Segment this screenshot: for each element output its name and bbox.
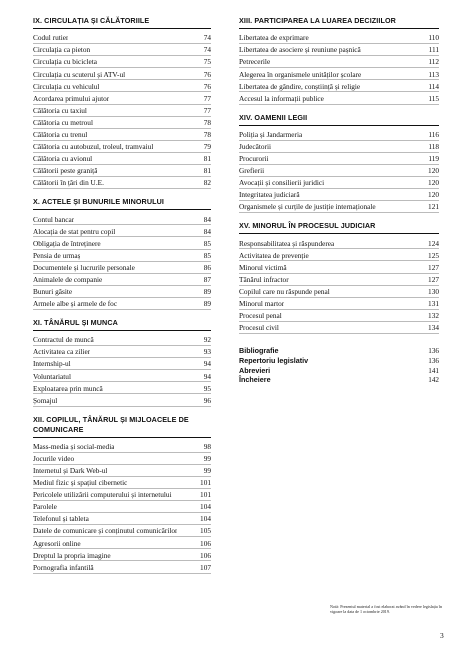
toc-entry[interactable] <box>239 286 439 298</box>
toc-section <box>33 16 211 189</box>
toc-entry-page: 85 <box>203 238 211 248</box>
toc-entry-page: 131 <box>428 298 439 308</box>
toc-entry[interactable] <box>239 153 439 165</box>
toc-entry-title: Pornografia infantilă <box>33 562 94 572</box>
toc-entry[interactable] <box>239 261 439 273</box>
toc-entry[interactable] <box>33 489 211 501</box>
toc-entry-page: 84 <box>203 214 211 224</box>
toc-entry-page: 74 <box>203 45 211 55</box>
toc-entry[interactable] <box>33 105 211 117</box>
toc-entry-page: 94 <box>203 371 211 381</box>
section-title: XIII. PARTICIPAREA LA LUAREA DECIZIILOR <box>239 16 439 29</box>
toc-entry[interactable] <box>239 249 439 261</box>
toc-entry-page: 132 <box>428 311 439 321</box>
toc-entry-page: 74 <box>203 33 211 43</box>
toc-entry-page: 119 <box>428 154 439 164</box>
toc-entry-title: Activitatea ca zilier <box>33 347 91 357</box>
section-title: XII. COPILUL, TÂNĂRUL ȘI MIJLOACELE DE COMUNICARE <box>33 415 211 438</box>
toc-entry[interactable] <box>33 513 211 525</box>
toc-entry-title: Șomajul <box>33 395 58 405</box>
toc-entry-page: 115 <box>428 93 439 103</box>
toc-tail-entry[interactable] <box>239 356 439 366</box>
toc-entry-title: Responsabilitatea și răspunderea <box>239 238 335 248</box>
toc-section <box>239 16 439 105</box>
toc-entry-title: Armele albe și armele de foc <box>33 299 118 309</box>
toc-entry-page: 127 <box>428 274 439 284</box>
footnote: Notă: Prezentul material a fost elaborat având în vedere legislația în vigoare la data de 1 octombrie 2019. <box>330 604 442 614</box>
toc-entry[interactable] <box>33 56 211 68</box>
right-sections <box>239 16 439 334</box>
toc-entry-page: 87 <box>203 274 211 284</box>
toc-entry[interactable] <box>239 298 439 310</box>
toc-entry-page: 110 <box>428 33 439 43</box>
toc-entry-title: Parolele <box>33 502 57 512</box>
toc-entry[interactable] <box>239 201 439 213</box>
toc-right-column <box>239 16 439 385</box>
toc-entry-page: 106 <box>200 538 211 548</box>
toc-entry-title: Internetul și Dark Web-ul <box>33 466 108 476</box>
toc-entry-page: 98 <box>203 441 211 451</box>
toc-tail-page: 136 <box>428 346 439 355</box>
toc-entry-title: Exploatarea prin muncă <box>33 383 103 393</box>
toc-entry-page: 105 <box>200 526 211 536</box>
toc-tail-title: Repertoriu legislativ <box>239 355 309 365</box>
toc-entry[interactable] <box>33 358 211 370</box>
toc-entry-page: 76 <box>203 81 211 91</box>
toc-tail-entry[interactable] <box>239 346 439 356</box>
toc-entry-title: Libertatea de exprimare <box>239 33 309 43</box>
toc-entry[interactable] <box>239 189 439 201</box>
toc-entry[interactable] <box>33 441 211 453</box>
toc-entry-page: 114 <box>428 81 439 91</box>
toc-entry-title: Procurorii <box>239 154 269 164</box>
toc-entry[interactable] <box>33 262 211 274</box>
toc-entry-page: 96 <box>203 395 211 405</box>
toc-entry-title: Poliția și Jandarmeria <box>239 129 303 139</box>
toc-entry-page: 104 <box>200 514 211 524</box>
toc-entry-page: 86 <box>203 262 211 272</box>
toc-entry[interactable] <box>33 165 211 177</box>
toc-entry-page: 77 <box>203 93 211 103</box>
toc-tail-entry[interactable] <box>239 366 439 376</box>
toc-entry-title: Codul rutier <box>33 33 69 43</box>
toc-entry-page: 92 <box>203 335 211 345</box>
toc-entry-page: 81 <box>203 154 211 164</box>
toc-entry[interactable] <box>33 370 211 382</box>
toc-entry-page: 84 <box>203 226 211 236</box>
toc-entry-page: 127 <box>428 262 439 272</box>
toc-entry-page: 99 <box>203 466 211 476</box>
toc-entry[interactable] <box>33 286 211 298</box>
toc-entry[interactable] <box>239 92 439 104</box>
toc-entry-title: Documentele și lucrurile personale <box>33 262 135 272</box>
toc-entry[interactable] <box>33 549 211 561</box>
toc-entry-page: 113 <box>428 69 439 79</box>
toc-entry[interactable] <box>239 322 439 334</box>
toc-entry-title: Călătorii peste graniță <box>33 166 98 176</box>
toc-entry-page: 79 <box>203 142 211 152</box>
toc-entry[interactable] <box>33 561 211 573</box>
toc-tail-entry[interactable] <box>239 375 439 385</box>
toc-entry[interactable] <box>239 129 439 141</box>
toc-entry-title: Telefonul și tableta <box>33 514 89 524</box>
toc-entry[interactable] <box>33 225 211 237</box>
toc-entry[interactable] <box>239 32 439 44</box>
toc-tail-page: 136 <box>428 356 439 365</box>
toc-entry[interactable] <box>33 298 211 310</box>
toc-entry-title: Circulația cu scuterul și ATV-ul <box>33 69 126 79</box>
toc-entry-page: 124 <box>428 238 439 248</box>
toc-entry-title: Circulația cu bicicleta <box>33 57 98 67</box>
toc-entry-page: 101 <box>200 490 211 500</box>
toc-entry[interactable] <box>33 334 211 346</box>
toc-entry-title: Agresorii online <box>33 538 81 548</box>
toc-entry[interactable] <box>33 141 211 153</box>
toc-entry-title: Alocația de stat pentru copil <box>33 226 116 236</box>
toc-entry-title: Călătoria cu trenul <box>33 130 88 140</box>
toc-entry-page: 82 <box>203 178 211 188</box>
toc-entry[interactable] <box>33 465 211 477</box>
toc-tail-page: 141 <box>428 366 439 375</box>
toc-entry-title: Bunuri găsite <box>33 287 73 297</box>
toc-entry-page: 120 <box>428 178 439 188</box>
toc-entry[interactable] <box>33 346 211 358</box>
toc-entry-title: Petrecerile <box>239 57 271 67</box>
toc-entry-title: Mediul fizic și spațiul cibernetic <box>33 478 128 488</box>
toc-entry-page: 112 <box>428 57 439 67</box>
toc-entry-title: Copilul care nu răspunde penal <box>239 286 330 296</box>
toc-entry[interactable] <box>33 153 211 165</box>
toc-entry-page: 130 <box>428 286 439 296</box>
toc-entry[interactable] <box>33 80 211 92</box>
toc-entry-title: Circulația cu vehiculul <box>33 81 100 91</box>
toc-entry-title: Mass-media și social-media <box>33 441 115 451</box>
toc-entry-page: 107 <box>200 562 211 572</box>
toc-entry[interactable] <box>239 165 439 177</box>
toc-section <box>239 221 439 334</box>
toc-entry[interactable] <box>33 32 211 44</box>
toc-entry[interactable] <box>239 56 439 68</box>
toc-entry-title: Animalele de companie <box>33 274 103 284</box>
toc-entry-title: Jocurile video <box>33 453 75 463</box>
toc-entry-title: Libertatea de asociere și reuniune pașnică <box>239 45 361 55</box>
toc-entry-title: Libertatea de gândire, conștiință și religie <box>239 81 361 91</box>
toc-entry-page: 94 <box>203 359 211 369</box>
toc-entry[interactable] <box>33 68 211 80</box>
toc-entry[interactable] <box>33 274 211 286</box>
toc-entry[interactable] <box>239 310 439 322</box>
toc-entry-page: 120 <box>428 166 439 176</box>
toc-section <box>33 197 211 310</box>
toc-entry[interactable] <box>33 453 211 465</box>
toc-entry-title: Internship-ul <box>33 359 71 369</box>
toc-entry-title: Călătoria cu taxiul <box>33 105 87 115</box>
toc-entry-page: 78 <box>203 130 211 140</box>
toc-entry-page: 81 <box>203 166 211 176</box>
toc-entry-page: 89 <box>203 287 211 297</box>
toc-entry-title: Integritatea judiciară <box>239 190 300 200</box>
toc-left-column <box>33 16 211 582</box>
section-title: XV. MINORUL ÎN PROCESUL JUDICIAR <box>239 221 439 234</box>
toc-entry[interactable] <box>33 44 211 56</box>
toc-entry-title: Alegerea în organismele unităților școlare <box>239 69 362 79</box>
toc-entry-title: Călătoria cu metroul <box>33 117 93 127</box>
toc-tail-title: Abrevieri <box>239 365 271 375</box>
toc-section <box>239 113 439 214</box>
toc-entry-title: Avocații și consilierii juridici <box>239 178 325 188</box>
toc-entry-title: Acordarea primului ajutor <box>33 93 110 103</box>
toc-section <box>33 318 211 407</box>
toc-entry-page: 111 <box>428 45 439 55</box>
toc-entry-title: Accesul la informații publice <box>239 93 324 103</box>
section-title: IX. CIRCULAȚIA ȘI CĂLĂTORIILE <box>33 16 211 29</box>
toc-entry-page: 85 <box>203 250 211 260</box>
toc-entry[interactable] <box>33 213 211 225</box>
toc-entry-page: 106 <box>200 550 211 560</box>
toc-entry[interactable] <box>33 177 211 189</box>
section-title: XIV. OAMENII LEGII <box>239 113 439 126</box>
toc-entry-title: Obligația de întreținere <box>33 238 101 248</box>
toc-entry-title: Tânărul infractor <box>239 274 289 284</box>
toc-entry[interactable] <box>239 274 439 286</box>
toc-entry-title: Minorul martor <box>239 298 285 308</box>
toc-entry-page: 125 <box>428 250 439 260</box>
toc-tail-page: 142 <box>428 376 439 385</box>
toc-section <box>33 415 211 574</box>
toc-entry-page: 76 <box>203 69 211 79</box>
toc-entry[interactable] <box>33 525 211 537</box>
toc-entry[interactable] <box>33 537 211 549</box>
toc-entry-page: 93 <box>203 347 211 357</box>
toc-entry-title: Călătoria cu avionul <box>33 154 93 164</box>
toc-entry-page: 95 <box>203 383 211 393</box>
toc-entry[interactable] <box>239 177 439 189</box>
toc-entry-title: Contractul de muncă <box>33 335 94 345</box>
toc-entry-page: 116 <box>428 129 439 139</box>
toc-entry[interactable] <box>239 80 439 92</box>
toc-entry-page: 99 <box>203 453 211 463</box>
toc-entry-title: Contul bancar <box>33 214 75 224</box>
toc-entry[interactable] <box>33 477 211 489</box>
toc-entry-title: Călătoria cu autobuzul, troleul, tramvaiul <box>33 142 154 152</box>
toc-tail-title: Bibliografie <box>239 345 279 355</box>
toc-tail-title: Încheiere <box>239 375 271 385</box>
toc-entry-title: Grefierii <box>239 166 265 176</box>
toc-entry-title: Dreptul la propria imagine <box>33 550 111 560</box>
toc-entry-page: 75 <box>203 57 211 67</box>
toc-entry-page: 118 <box>428 141 439 151</box>
toc-entry-title: Voluntariatul <box>33 371 71 381</box>
toc-entry[interactable] <box>33 382 211 394</box>
toc-entry[interactable] <box>33 394 211 406</box>
toc-entry-title: Datele de comunicare și conținutul comunicărilor <box>33 526 178 536</box>
toc-entry-title: Pericolele utilizării computerului și internetului <box>33 490 172 500</box>
toc-entry[interactable] <box>239 68 439 80</box>
page-number: 3 <box>440 631 444 640</box>
toc-entry-page: 77 <box>203 105 211 115</box>
toc-entry-title: Activitatea de prevenție <box>239 250 309 260</box>
toc-entry-page: 89 <box>203 299 211 309</box>
toc-entry[interactable] <box>239 44 439 56</box>
toc-entry[interactable] <box>33 129 211 141</box>
toc-entry-page: 121 <box>428 202 439 212</box>
toc-entry-title: Pensia de urmaș <box>33 250 81 260</box>
toc-tail-entries <box>239 346 439 385</box>
toc-entry[interactable] <box>33 250 211 262</box>
toc-entry[interactable] <box>239 237 439 249</box>
toc-entry[interactable] <box>33 117 211 129</box>
toc-entry-title: Procesul penal <box>239 311 282 321</box>
toc-entry-title: Circulația ca pieton <box>33 45 91 55</box>
section-title: XI. TÂNĂRUL ȘI MUNCA <box>33 318 211 331</box>
toc-entry-page: 120 <box>428 190 439 200</box>
toc-entry-page: 101 <box>200 478 211 488</box>
toc-entry-title: Minorul victimă <box>239 262 287 272</box>
toc-entry[interactable] <box>239 141 439 153</box>
toc-entry-title: Judecătorii <box>239 141 272 151</box>
toc-entry[interactable] <box>33 237 211 249</box>
toc-entry-page: 104 <box>200 502 211 512</box>
toc-entry-title: Călătorii în țări din U.E. <box>33 178 104 188</box>
toc-entry-page: 134 <box>428 323 439 333</box>
toc-entry-title: Procesul civil <box>239 323 279 333</box>
toc-entry-title: Organismele și curțile de justiție internaționale <box>239 202 376 212</box>
section-title: X. ACTELE ȘI BUNURILE MINORULUI <box>33 197 211 210</box>
toc-entry-page: 78 <box>203 117 211 127</box>
toc-entry[interactable] <box>33 501 211 513</box>
toc-entry[interactable] <box>33 92 211 104</box>
